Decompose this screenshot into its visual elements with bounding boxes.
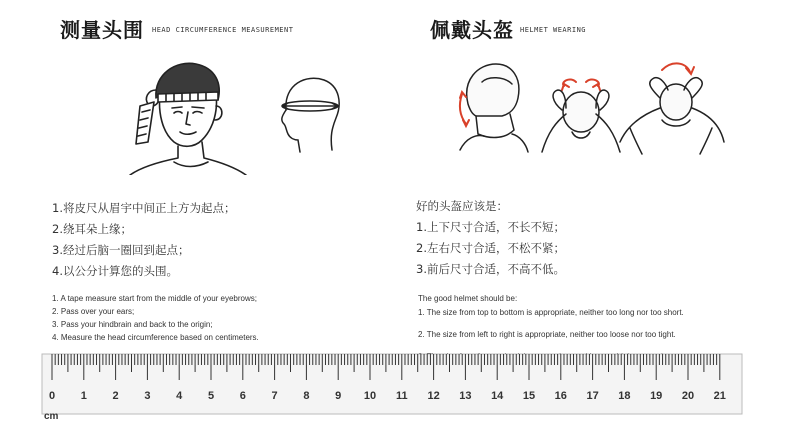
intro-cn: 好的头盔应该是： (416, 199, 508, 213)
step-cn-2: 2.绕耳朵上缘； (52, 222, 132, 236)
ruler-label: 14 (491, 390, 504, 402)
ruler-label: 12 (427, 390, 440, 402)
ruler-label: 1 (80, 390, 87, 402)
point-en-1: 1. The size from top to bottom is appropriate, neither too long nor too short. (418, 308, 684, 317)
step-cn-3: 3.经过后脑一圈回到起点； (52, 243, 190, 257)
left-title-cn: 测量头围 (60, 18, 144, 42)
ruler-label: 20 (681, 390, 695, 402)
step-en-4: 4. Measure the head circumference based on centimeters. (52, 333, 259, 342)
helmet-adjust-illustration (616, 58, 726, 156)
ruler-label: 6 (239, 390, 246, 402)
step-en-2: 2. Pass over your ears; (52, 307, 135, 316)
ruler-label: 5 (207, 390, 215, 402)
ruler-label: 18 (618, 390, 631, 402)
ruler-label: 4 (176, 390, 183, 402)
ruler-label: 0 (48, 390, 56, 402)
step-en-3: 3. Pass your hindbrain and back to the origin; (52, 320, 213, 329)
right-points-cn (416, 196, 565, 280)
ruler-label: 7 (271, 390, 278, 402)
helmet-front-illustration (452, 54, 532, 154)
ruler-label: 21 (713, 390, 726, 402)
ruler-unit: cm (44, 411, 59, 422)
right-title-en: HELMET WEARING (520, 26, 587, 34)
left-steps-cn (52, 198, 235, 282)
point-cn-3: 3.前后尺寸合适，不高不低。 (416, 262, 565, 276)
ruler-label: 15 (522, 390, 536, 402)
ruler-label: 3 (144, 390, 151, 402)
ruler-svg (0, 352, 790, 432)
ruler-label: 9 (335, 390, 342, 402)
ruler-label: 17 (586, 390, 599, 402)
ruler-label: 13 (459, 390, 472, 402)
ruler-label: 16 (554, 390, 567, 402)
helmet-back-illustration (536, 52, 626, 154)
ruler-label: 19 (650, 390, 663, 402)
ruler-label: 2 (112, 390, 119, 402)
ruler-label: 11 (395, 390, 408, 402)
point-cn-1: 1.上下尺寸合适，不长不短； (416, 220, 565, 234)
step-cn-1: 1.将皮尺从眉宇中间正上方为起点； (52, 201, 236, 215)
step-en-1: 1. A tape measure start from the middle of your eyebrows; (52, 294, 257, 303)
left-steps-en (52, 292, 259, 344)
ruler-label: 8 (303, 390, 310, 402)
step-cn-4: 4.以公分计算您的头围。 (52, 264, 178, 278)
head-profile-illustration (270, 70, 348, 160)
ruler (0, 352, 790, 432)
right-title-cn: 佩戴头盔 (430, 18, 514, 42)
left-title-en: HEAD CIRCUMFERENCE MEASUREMENT (152, 26, 294, 34)
head-measure-illustration (118, 50, 248, 175)
point-en-2: 2. The size from left to right is appropriate, neither too loose nor too tight. (418, 330, 676, 339)
ruler-label: 10 (363, 390, 377, 402)
point-cn-2: 2.左右尺寸合适，不松不紧； (416, 241, 565, 255)
intro-en: The good helmet should be: (418, 294, 518, 303)
